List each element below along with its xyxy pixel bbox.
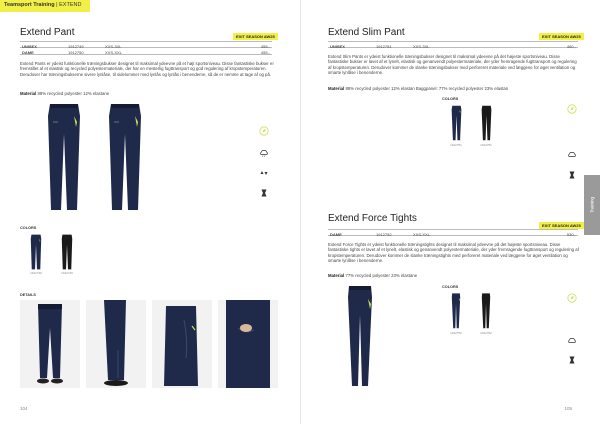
tights-black-thumbnail <box>480 293 492 329</box>
season-badge: EXIT SEASON AW25 <box>233 33 278 40</box>
slim-pant-black-thumbnail <box>480 105 493 141</box>
right-page <box>300 0 600 424</box>
material-line <box>328 86 508 91</box>
spec-gender: UNISEX <box>22 43 37 49</box>
product-title: Extend Slim Pant <box>328 27 405 38</box>
color-code: 1912749 <box>30 271 42 275</box>
product-image-women <box>104 102 146 212</box>
season-badge: EXIT SEASON AW25 <box>539 33 584 40</box>
color-code: 1912751 <box>450 143 462 147</box>
feature-weather <box>257 148 271 158</box>
spec-row <box>328 41 578 48</box>
color-code: 1912751 <box>480 143 492 147</box>
product-description: Extend Slim Pants er ydeist funktionelle træningsbukser designet til maksimal ydeevne på det højeste sportsniveau. Disse fantastiske bukser er lavet af et lynelt, elastisk og genanvendt polyestermateriale, der yder fremragende fugttransport og regulering af kropstemperaturen. Derudover kommer de slanke træningsbukser med perforeret materiale ved læggene for øget ventilation og smarte lynlåse i benenderne. <box>328 54 577 75</box>
color-swatch-navy[interactable] <box>450 293 462 329</box>
product-description: Extend Force Tights er ydeist funktionelle træningstights designet til maksimal ydeevne på det højeste sportsniveau. Disse fantastiske tights er lavet af et lynelt, elastisk og genanvendt polyestermateriale, der yder fremragende fugttransport og regulering af kropstemperaturen. Derudover kommer de slanke træningstights med perforeret materiale ved læggene for øget ventilation og smarte lynlåse i benenderne. <box>328 242 579 263</box>
season-badge: EXIT SEASON AW25 <box>539 222 584 229</box>
feature-fit <box>565 170 579 180</box>
feature-stretch <box>257 168 271 178</box>
color-code: 1912752 <box>450 331 462 335</box>
spec-price: 455,- <box>260 43 270 49</box>
color-swatch-navy[interactable] <box>450 105 463 141</box>
leg-zip-illustration <box>86 300 146 388</box>
material-text: 88% recycled polyester 12% elastan Baggpanel: 77% recycled polyester 23% elastan <box>345 86 509 91</box>
spec-price: 455,- <box>260 49 270 55</box>
detail-photo-pocket <box>218 300 278 388</box>
spec-sizes: XXS-XXL <box>413 231 430 237</box>
fit-icon <box>259 188 269 198</box>
spec-article: 1912751 <box>376 43 392 49</box>
spec-gender: UNISEX <box>330 43 345 49</box>
header-subcategory: EXTEND <box>59 2 82 8</box>
spec-row <box>20 41 272 48</box>
product-image-unisex <box>43 102 85 212</box>
spec-sizes: XXS-3XL <box>413 43 430 49</box>
hand-pocket-illustration <box>218 300 278 388</box>
weather-icon <box>259 148 269 158</box>
header-separator: | <box>54 2 60 8</box>
spec-table <box>20 41 272 55</box>
pant-navy-thumbnail <box>29 234 43 270</box>
color-code: 1912749 <box>61 271 73 275</box>
detail-photo-model <box>20 300 80 388</box>
sustainable-icon <box>567 293 577 303</box>
weather-icon <box>567 150 577 160</box>
colors-label: COLORS <box>20 226 37 230</box>
detail-photo-side <box>152 300 212 388</box>
color-code: 1912752 <box>480 331 492 335</box>
color-swatch-black[interactable] <box>480 105 493 141</box>
material-line <box>328 273 417 278</box>
fit-icon <box>567 355 577 365</box>
colors-label: COLORS <box>442 285 459 289</box>
model-legs-illustration <box>20 300 80 388</box>
feature-fit <box>257 188 271 198</box>
spec-price: 460,- <box>566 43 576 49</box>
product-title: Extend Pant <box>20 27 75 38</box>
fit-icon <box>567 170 577 180</box>
colors-label: COLORS <box>442 97 459 101</box>
spec-sizes: XXS-XXL <box>105 49 122 55</box>
header-category: Teamsport Training <box>4 2 55 8</box>
side-pocket-illustration <box>152 300 212 388</box>
spec-table <box>328 41 578 48</box>
color-swatch-navy[interactable] <box>29 234 43 270</box>
sustainable-icon <box>567 104 577 114</box>
page-number: 104 <box>20 406 28 411</box>
product-title: Extend Force Tights <box>328 213 417 224</box>
material-label: Material <box>328 86 345 91</box>
spec-row <box>20 48 272 55</box>
section-side-tab[interactable] <box>584 175 600 235</box>
pant-navy-illustration <box>43 102 85 212</box>
material-line <box>20 91 109 96</box>
material-text: 88% recycled polyester 12% elastane <box>37 91 110 96</box>
feature-weather <box>565 150 579 160</box>
feature-fit <box>565 355 579 365</box>
page-number: 105 <box>564 406 572 411</box>
color-swatch-black[interactable] <box>480 293 492 329</box>
spec-gender: DAME <box>330 231 342 237</box>
material-label: Material <box>20 91 37 96</box>
spec-row <box>328 229 578 236</box>
color-swatch-black[interactable] <box>60 234 74 270</box>
side-tab-label: Training <box>589 196 595 214</box>
pant-navy-illustration <box>104 102 146 212</box>
feature-sustainable <box>565 104 579 114</box>
feature-sustainable <box>257 126 271 136</box>
sustainable-icon <box>259 126 269 136</box>
spec-table <box>328 229 578 236</box>
feature-sustainable <box>565 293 579 303</box>
spec-gender: DAME <box>22 49 34 55</box>
material-label: Material <box>328 273 345 278</box>
tights-navy-illustration <box>345 285 375 388</box>
spec-article: 1912749 <box>68 43 84 49</box>
detail-photo-leg <box>86 300 146 388</box>
spec-article: 1912750 <box>68 49 84 55</box>
spec-price: 530,- <box>566 231 576 237</box>
weather-icon <box>567 336 577 346</box>
spec-article: 1912752 <box>376 231 392 237</box>
feature-weather <box>565 336 579 346</box>
stretch-icon <box>259 168 269 178</box>
material-text: 77% recycled polyester 23% elastane <box>345 273 418 278</box>
spec-sizes: XXS-3XL <box>105 43 122 49</box>
pant-black-thumbnail <box>60 234 74 270</box>
slim-pant-navy-thumbnail <box>450 105 463 141</box>
product-description: Extend Pants er ydeist funktionelle træningsbukser designet til maksimal ydeevne på et højt sportsniveau. Disse fantastiske bukser er fremstillet af et elastisk og recycled polyestermateriale, der har en mesterlig fugttransport og god regulering af kropstemperaturen. Derudover har træningsbukserne sivere lynlåse, til sidelommer med lynlås og lynlås i benenderne, så de er nemme at tage af og på. <box>20 61 274 77</box>
product-image-tights <box>345 285 375 388</box>
tights-navy-thumbnail <box>450 293 462 329</box>
details-label: DETAILS <box>20 293 36 297</box>
